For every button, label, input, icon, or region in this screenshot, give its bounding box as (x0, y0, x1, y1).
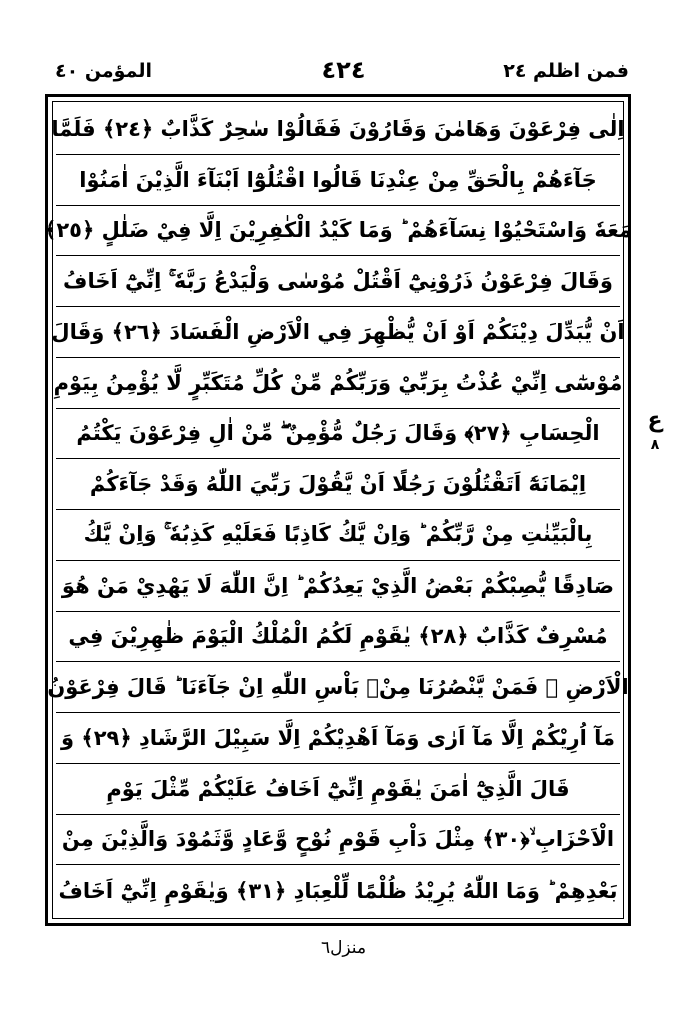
manzil-label: منزل٦ (320, 938, 367, 958)
text-line-11: مُسْرِفٌ كَذَّابٌ ﴿٢٨﴾ يٰقَوْمِ لَكُمُ الْمُلْكُ الْيَوْمَ ظٰهِرِيْنَ فِي (56, 612, 620, 663)
page-header (0, 52, 687, 92)
text-line-2: جَآءَهُمْ بِالْحَقِّ مِنْ عِنْدِنَا قَالُوا اقْتُلُوْٓا اَبْنَآءَ الَّذِيْنَ اٰمَنُوْا (56, 155, 620, 206)
text-line-5: اَنْ يُّبَدِّلَ دِيْنَكُمْ اَوْ اَنْ يُّظْهِرَ فِي الْاَرْضِ الْفَسَادَ ﴿٢٦﴾ وَقَالَ (56, 307, 620, 358)
text-line-1: اِلٰى فِرْعَوْنَ وَهَامٰنَ وَقَارُوْنَ فَقَالُوْا سٰحِرٌ كَذَّابٌ ﴿٢٤﴾ فَلَمَّا (56, 104, 620, 155)
ruku-symbol: ع (647, 408, 663, 433)
text-line-6: مُوْسٰٓى اِنِّيْ عُذْتُ بِرَبِّيْ وَرَبِّكُمْ مِّنْ كُلِّ مُتَكَبِّرٍ لَّا يُؤْمِنُ بِيَوْمِ (56, 358, 620, 409)
juz-name: فمن اظلم ٢٤ (503, 60, 629, 82)
ruku-number: ٨ (650, 437, 660, 453)
surah-name: المؤمن ٤٠ (55, 60, 152, 82)
text-line-14: قَالَ الَّذِيْٓ اٰمَنَ يٰقَوْمِ اِنِّيْٓ اَخَافُ عَلَيْكُمْ مِّثْلَ يَوْمِ (56, 764, 620, 815)
text-line-3: مَعَهٗ وَاسْتَحْيُوْا نِسَآءَهُمْ ؕ وَمَا كَيْدُ الْكٰفِرِيْنَ اِلَّا فِيْ ضَلٰلٍ ﴿٢٥﴾ (56, 206, 620, 257)
text-line-15: الْاَحْزَابِ ۙ﴿٣٠﴾ مِثْلَ دَاْبِ قَوْمِ نُوْحٍ وَّعَادٍ وَّثَمُوْدَ وَالَّذِيْنَ مِنْ (56, 815, 620, 866)
text-line-12: الْاَرْضِ ۫ فَمَنْ يَّنْصُرُنَا مِنْۢ بَاْسِ اللّٰهِ اِنْ جَآءَنَا ؕ قَالَ فِرْعَوْنُ (56, 662, 620, 713)
text-line-8: اِيْمَانَهٗٓ اَتَقْتُلُوْنَ رَجُلًا اَنْ يَّقُوْلَ رَبِّيَ اللّٰهُ وَقَدْ جَآءَكُمْ (56, 459, 620, 510)
text-line-10: صَادِقًا يُّصِبْكُمْ بَعْضُ الَّذِيْ يَعِدُكُمْ ؕ اِنَّ اللّٰهَ لَا يَهْدِيْ مَنْ هُوَ (56, 561, 620, 612)
text-line-13: مَآ اُرِيْكُمْ اِلَّا مَآ اَرٰى وَمَآ اَهْدِيْكُمْ اِلَّا سَبِيْلَ الرَّشَادِ ﴿٢٩﴾ وَ (56, 713, 620, 764)
text-line-9: بِالْبَيِّنٰتِ مِنْ رَّبِّكُمْ ؕ وَاِنْ يَّكُ كَاذِبًا فَعَلَيْهِ كَذِبُهٗ ۚ وَاِنْ يَّكُ (56, 510, 620, 561)
text-line-7: الْحِسَابِ ﴿٢٧﴾ وَقَالَ رَجُلٌ مُّؤْمِنٌ ۖ مِّنْ اٰلِ فِرْعَوْنَ يَكْتُمُ (56, 409, 620, 460)
ruku-marker (638, 410, 672, 452)
text-line-16: بَعْدِهِمْ ؕ وَمَا اللّٰهُ يُرِيْدُ ظُلْمًا لِّلْعِبَادِ ﴿٣١﴾ وَيٰقَوْمِ اِنِّيْٓ اَخَافُ (58, 878, 618, 903)
text-line-4: وَقَالَ فِرْعَوْنُ ذَرُوْنِيْٓ اَقْتُلْ مُوْسٰى وَلْيَدْعُ رَبَّهٗ ۚ اِنِّيْٓ اَخَافُ (56, 256, 620, 307)
page-number: ٤٢٤ (321, 56, 366, 84)
text-block (44, 104, 632, 916)
